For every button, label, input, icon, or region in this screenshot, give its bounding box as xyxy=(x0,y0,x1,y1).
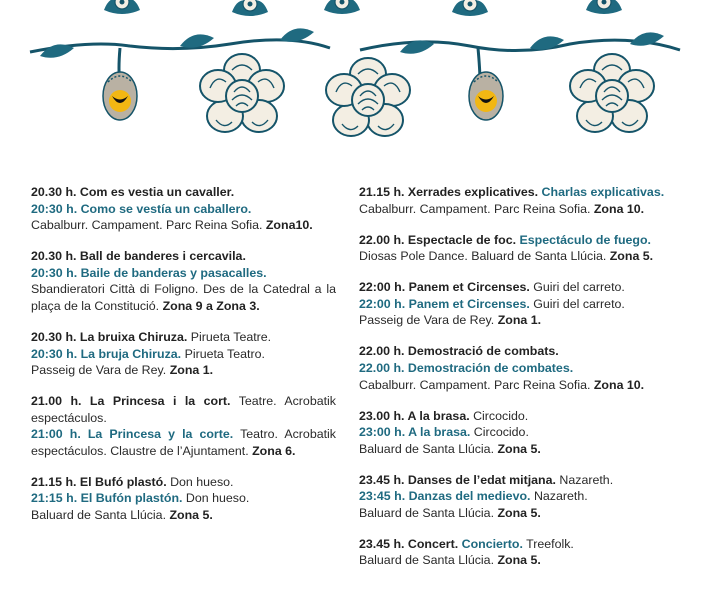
event-location: Baluard de Santa Llúcia. xyxy=(31,508,167,523)
event-title-spanish: 20:30 h. Baile de banderas y pasacalles. xyxy=(31,265,267,280)
event-company: Circocido. xyxy=(473,408,529,423)
event-zone: Zona 5. xyxy=(609,249,654,264)
event-title-spanish: 21:00 h. La Princesa y la corte. xyxy=(31,427,234,442)
event-company: Treefolk. xyxy=(526,536,574,551)
event-zone: Zona 1. xyxy=(169,363,214,378)
event-zone: Zona 1. xyxy=(497,313,542,328)
event-title-catalan: 20.30 h. Com es vestia un cavaller. xyxy=(31,185,235,199)
event-company: Pirueta Teatro. xyxy=(184,346,265,361)
floral-banner xyxy=(0,0,706,160)
event-company: Don hueso. xyxy=(170,474,234,489)
event-item xyxy=(31,474,336,524)
event-item xyxy=(359,408,674,458)
event-zone: Zona 10. xyxy=(593,201,645,216)
event-title-spanish: Espectáculo de fuego. xyxy=(519,232,651,247)
event-company: Teatro. Acrobatik espectáculos. xyxy=(31,427,336,458)
event-title-spanish: 22:00 h. Panem et Circenses. xyxy=(359,296,530,311)
event-title-catalan: 20.30 h. La bruixa Chiruza. xyxy=(31,329,188,344)
event-company: Guiri del carreto. xyxy=(533,296,625,311)
event-item xyxy=(359,472,674,522)
event-item xyxy=(359,343,674,393)
event-item xyxy=(359,184,674,217)
event-title-catalan: 22:00 h. Panem et Circenses. xyxy=(359,280,530,295)
event-location: Cabalburr. Campament. Parc Reina Sofia. xyxy=(359,377,591,392)
event-title-catalan: 23.00 h. A la brasa. xyxy=(359,408,470,423)
event-title-spanish: 22.00 h. Demostración de combates. xyxy=(359,360,574,375)
event-title-catalan: 21.15 h. El Bufó plastó. xyxy=(31,474,167,489)
event-zone: Zona 5. xyxy=(497,441,541,456)
event-title-catalan: 20.30 h. Ball de banderes i cercavila. xyxy=(31,249,246,264)
event-zone: Zona10. xyxy=(265,218,313,233)
event-zone: Zona 5. xyxy=(497,553,541,568)
event-title-spanish: Charlas explicativas. xyxy=(541,185,665,199)
event-title-catalan: 23.45 h. Danses de l’edat mitjana. xyxy=(359,472,556,487)
event-location: Baluard de Santa Llúcia. xyxy=(359,553,495,568)
event-item xyxy=(31,184,336,234)
event-title-spanish: 20:30 h. Como se vestía un caballero. xyxy=(31,201,252,216)
event-zone: Zona 5. xyxy=(497,505,541,520)
event-zone: Zona 6. xyxy=(252,443,296,458)
event-company: Circocido. xyxy=(473,425,529,440)
event-location: Cabalburr. Campament. Parc Reina Sofia. xyxy=(359,201,591,216)
event-zone: Zona 5. xyxy=(169,508,213,523)
event-location: Baluard de Santa Llúcia. xyxy=(359,505,495,520)
event-title-spanish: 23:45 h. Danzas del medievo. xyxy=(359,489,531,504)
event-company: Teatre. Acrobatik espectáculos. xyxy=(31,394,336,425)
event-location: Diosas Pole Dance. Baluard de Santa Llúcia. xyxy=(359,249,607,264)
event-location: Claustre de l’Ajuntament. xyxy=(110,443,249,458)
event-title-catalan: 22.00 h. Demostració de combats. xyxy=(359,344,559,359)
event-title-catalan: 23.45 h. Concert. xyxy=(359,536,459,551)
event-location: Passeig de Vara de Rey. xyxy=(31,363,167,378)
event-item xyxy=(359,232,674,265)
event-location: Passeig de Vara de Rey. xyxy=(359,313,495,328)
event-location: Cabalburr. Campament. Parc Reina Sofia. xyxy=(31,218,263,233)
event-title-spanish: 20:30 h. La bruja Chiruza. xyxy=(31,346,182,361)
event-item xyxy=(359,279,674,329)
event-zone: Zona 9 a Zona 3. xyxy=(162,298,260,313)
event-title-spanish: 23:00 h. A la brasa. xyxy=(359,425,471,440)
event-location: Baluard de Santa Llúcia. xyxy=(359,441,495,456)
event-title-catalan: 21.15 h. Xerrades explicatives. xyxy=(359,185,539,199)
event-title-spanish: 21:15 h. El Bufón plastón. xyxy=(31,491,183,506)
schedule-left-column xyxy=(31,184,336,538)
event-location: Sbandieratori Città di Foligno. Des de la Catedral a la plaça de la Constitució. xyxy=(31,282,336,313)
schedule-right-column xyxy=(359,184,674,583)
event-company: Guiri del carreto. xyxy=(533,280,625,295)
event-title-catalan: 21.00 h. La Princesa i la cort. xyxy=(31,394,231,409)
event-item xyxy=(31,248,336,314)
event-item xyxy=(359,536,674,569)
event-company: Pirueta Teatre. xyxy=(190,329,272,344)
event-zone: Zona 10. xyxy=(593,377,645,392)
event-item xyxy=(31,393,336,459)
event-title-spanish: Concierto. xyxy=(461,536,523,551)
event-item xyxy=(31,329,336,379)
event-title-catalan: 22.00 h. Espectacle de foc. xyxy=(359,232,517,247)
event-company: Nazareth. xyxy=(533,489,588,504)
event-company: Don hueso. xyxy=(185,491,250,506)
event-company: Nazareth. xyxy=(559,472,614,487)
